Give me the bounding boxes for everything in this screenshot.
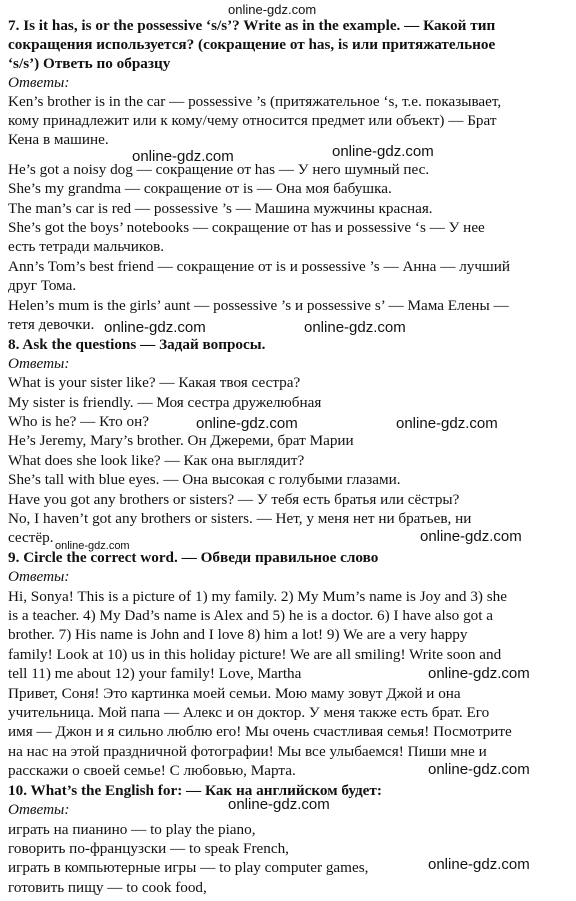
answers-label: Ответы: (8, 355, 70, 372)
answer-line: сестёр. (8, 529, 54, 546)
watermark: online-gdz.com (332, 143, 434, 160)
answer-line: Helen’s mum is the girls’ aunt — possessive ’s и possessive s’ — Мама Елены — (8, 297, 509, 314)
answer-line: He’s Jeremy, Mary’s brother. Он Джереми, брат Марии (8, 432, 354, 449)
exercise-7-title: 7. Is it has, is or the possessive ‘s/s’? Write as in the example. — Какой тип (8, 17, 496, 34)
watermark: online-gdz.com (428, 856, 530, 873)
watermark: online-gdz.com (228, 2, 317, 17)
watermark: online-gdz.com (132, 148, 234, 165)
answer-line: Ann’s Tom’s best friend — сокращение от is и possessive ’s — Анна — лучший (8, 258, 510, 275)
exercise-10-title: 10. What’s the English for: — Как на английском будет: (8, 782, 382, 799)
watermark: online-gdz.com (104, 319, 206, 336)
answer-line: family! Look at 10) us in this holiday picture! We are all smiling! Write soon and (8, 646, 502, 663)
watermark: online-gdz.com (428, 665, 530, 682)
answers-label: Ответы: (8, 801, 70, 818)
answer-line: What is your sister like? — Какая твоя сестра? (8, 374, 301, 391)
answer-line: расскажи о своей семье! С любовью, Марта. (8, 762, 296, 779)
answer-line: No, I haven’t got any brothers or sisters. — Нет, у меня нет ни братьев, ни (8, 510, 472, 527)
watermark: online-gdz.com (396, 415, 498, 432)
answers-label: Ответы: (8, 568, 70, 585)
answer-line: Ken’s brother is in the car — possessive ’s (притяжательное ‘s, т.е. показывает, (8, 93, 502, 110)
answer-line: кому принадлежит или к кому/чему относится предмет или объект) — Брат (8, 112, 497, 129)
answer-line: учительница. Мой папа — Алекс и он доктор. У меня также есть брат. Его (8, 704, 490, 721)
answer-line: Have you got any brothers or sisters? — У тебя есть братья или сёстры? (8, 491, 460, 508)
answer-line: на нас на этой праздничной фотографии! Мы все улыбаемся! Пиши мне и (8, 743, 487, 760)
answer-line: есть тетради мальчиков. (8, 238, 165, 255)
answer-line: Привет, Соня! Это картинка моей семьи. Мою маму зовут Джой и она (8, 685, 461, 702)
exercise-9-title: 9. Circle the correct word. — Обведи правильное слово (8, 549, 379, 566)
answer-line: She’s my grandma — сокращение от is — Она моя бабушка. (8, 180, 392, 197)
answer-line: is a teacher. 4) My Dad’s name is Alex and 5) he is a doctor. 6) I have also got a (8, 607, 494, 624)
answer-line: brother. 7) His name is John and I love 8) him a lot! 9) We are a very happy (8, 626, 468, 643)
answer-line: Hi, Sonya! This is a picture of 1) my family. 2) My Mum’s name is Joy and 3) she (8, 588, 508, 605)
answers-label: Ответы: (8, 74, 70, 91)
answer-line: Who is he? — Кто он? (8, 413, 149, 430)
answer-line: My sister is friendly. — Моя сестра дружелюбная (8, 394, 322, 411)
exercise-7-title: ‘s/s’) Ответь по образцу (8, 55, 171, 72)
exercise-8-title: 8. Ask the questions — Задай вопросы. (8, 336, 266, 353)
answer-line: The man’s car is red — possessive ’s — Машина мужчины красная. (8, 200, 433, 217)
answer-line: tell 11) me about 12) your family! Love, Martha (8, 665, 302, 682)
watermark: online-gdz.com (196, 415, 298, 432)
answer-line: He’s got a noisy dog — сокращение от has — У него шумный пес. (8, 161, 430, 178)
watermark: online-gdz.com (55, 540, 130, 552)
answer-line: She’s tall with blue eyes. — Она высокая с голубыми глазами. (8, 471, 401, 488)
watermark: online-gdz.com (304, 319, 406, 336)
answer-line: играть на пианино — to play the piano, (8, 821, 256, 838)
answer-line: играть в компьютерные игры — to play computer games, (8, 859, 369, 876)
answer-line: What does she look like? — Как она выглядит? (8, 452, 305, 469)
answer-line: говорить по-французски — to speak French, (8, 840, 289, 857)
answer-line: готовить пищу — to cook food, (8, 879, 207, 896)
exercise-7-title: сокращения используется? (сокращение от has, is или притяжательное (8, 36, 496, 53)
answer-line: She’s got the boys’ notebooks — сокращение от has и possessive ‘s — У нее (8, 219, 485, 236)
watermark: online-gdz.com (228, 796, 330, 813)
watermark: online-gdz.com (428, 761, 530, 778)
answer-line: друг Тома. (8, 277, 77, 294)
answer-line: Кена в машине. (8, 131, 109, 148)
watermark: online-gdz.com (420, 528, 522, 545)
answer-line: имя — Джон и я сильно люблю его! Мы очень счастливая семья! Посмотрите (8, 723, 512, 740)
answer-line: тетя девочки. (8, 316, 95, 333)
